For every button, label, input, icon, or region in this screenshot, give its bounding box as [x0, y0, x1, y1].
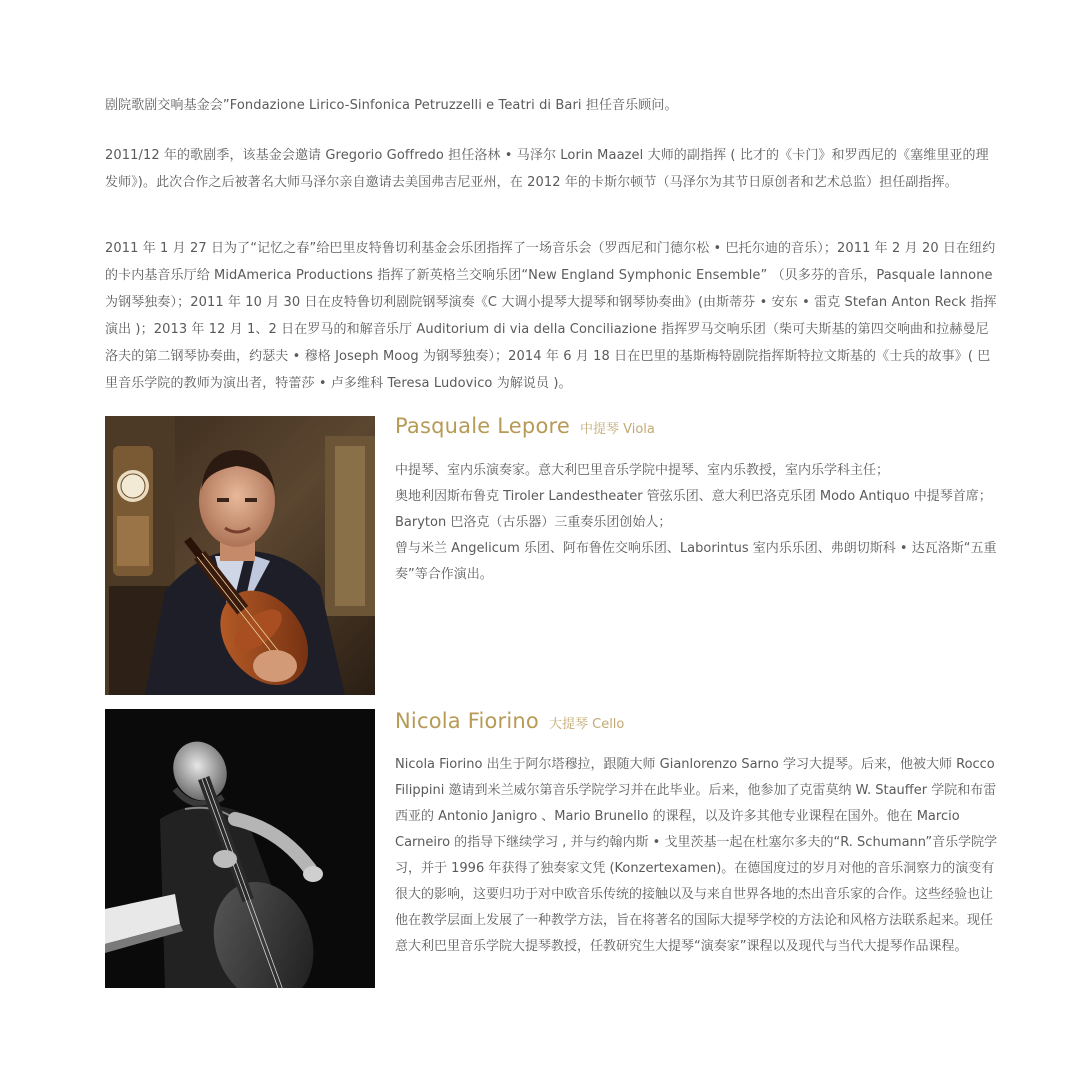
fiorino-header	[395, 709, 624, 733]
bio-line: 奥地利因斯布鲁克 Tiroler Landestheater 管弦乐团、意大利巴洛克乐团 Modo Antiquo 中提琴首席；	[395, 489, 992, 504]
bio-line: 曾与米兰 Angelicum 乐团、阿布鲁佐交响乐团、Laborintus 室内乐乐团、弗朗切斯科 • 达瓦洛斯“五重奏”等合作演出。	[395, 541, 997, 582]
bio-paragraph: Nicola Fiorino 出生于阿尔塔穆拉，跟随大师 Gianlorenzo Sarno 学习大提琴。后来，他被大师 Rocco Filippini 邀请到米兰威尔第音乐学院学习并在此毕业。后来，他参加了克雷莫纳 W. Stauffer 学院和布雷西亚的 Antonio Janigro 、Mario Brunello 的课程，以及许多其他专业课程在国外。他在 Marcio Carneiro 的指导下继续学习 , 并与约翰内斯 • 戈里茨基一起在杜塞尔多夫的“R. Schumann”音乐学院学习，并于 1996 年获得了独奏家文凭 (Konzertexamen)。在德国度过的岁月对他的音乐洞察力的演变有很大的影响，这要归功于对中欧音乐传统的接触以及与来自世界各地的杰出音乐家的合作。这些经验也让他在教学层面上发展了一种教学方法，旨在将著名的国际大提琴学校的方法论和风格方法联系起来。现任意大利巴里音乐学院大提琴教授，任教研究生大提琴“演奏家”课程以及现代与当代大提琴作品课程。	[395, 757, 998, 954]
lepore-bio	[395, 458, 999, 588]
bio-line: 中提琴、室内乐演奏家。意大利巴里音乐学院中提琴、室内乐教授，室内乐学科主任；	[395, 463, 890, 478]
intro-paragraph-2: 2011/12 年的歌剧季，该基金会邀请 Gregorio Goffredo 担任洛林 • 马泽尔 Lorin Maazel 大师的副指挥 ( 比才的《卡门》和罗西尼的《塞维里亚的理发师》)。此次合作之后被著名大师马泽尔亲自邀请去美国弗吉尼亚州，在 2012 年的卡斯尔顿节（马泽尔为其节日原创者和艺术总监）担任副指挥。	[105, 148, 989, 190]
fiorino-bio	[395, 752, 999, 960]
musician-role: 中提琴 Viola	[580, 422, 655, 437]
bio-line: Baryton 巴洛克（古乐器）三重奏乐团创始人；	[395, 515, 672, 530]
lepore-photo	[105, 416, 375, 695]
musician-name: Pasquale Lepore	[395, 414, 570, 438]
fiorino-photo	[105, 709, 375, 988]
lepore-header	[395, 414, 655, 438]
musician-role: 大提琴 Cello	[548, 717, 625, 732]
musician-name: Nicola Fiorino	[395, 709, 539, 733]
intro-paragraph-3: 2011 年 1 月 27 日为了“记忆之春”给巴里皮特鲁切利基金会乐团指挥了一场音乐会（罗西尼和门德尔松 • 巴托尔迪的音乐）；2011 年 2 月 20 日在纽约的卡内基音乐厅给 MidAmerica Productions 指挥了新英格兰交响乐团“New England Symphonic Ensemble” （贝多芬的音乐，Pasquale Iannone 为钢琴独奏）；2011 年 10 月 30 日在皮特鲁切利剧院钢琴演奏《C 大调小提琴大提琴和钢琴协奏曲》(由斯蒂芬 • 安东 • 雷克 Stefan Anton Reck 指挥演出 )；2013 年 12 月 1、2 日在罗马的和解音乐厅 Auditorium di via della Conciliazione 指挥罗马交响乐团（柴可夫斯基的第四交响曲和拉赫曼尼洛夫的第二钢琴协奏曲，约瑟夫 • 穆格 Joseph Moog 为钢琴独奏）；2014 年 6 月 18 日在巴里的基斯梅特剧院指挥斯特拉文斯基的《士兵的故事》( 巴里音乐学院的教师为演出者，特蕾莎 • 卢多维科 Teresa Ludovico 为解说员 )。	[105, 241, 997, 391]
intro-paragraph-1: 剧院歌剧交响基金会”Fondazione Lirico-Sinfonica Petruzzelli e Teatri di Bari 担任音乐顾问。	[105, 98, 678, 113]
